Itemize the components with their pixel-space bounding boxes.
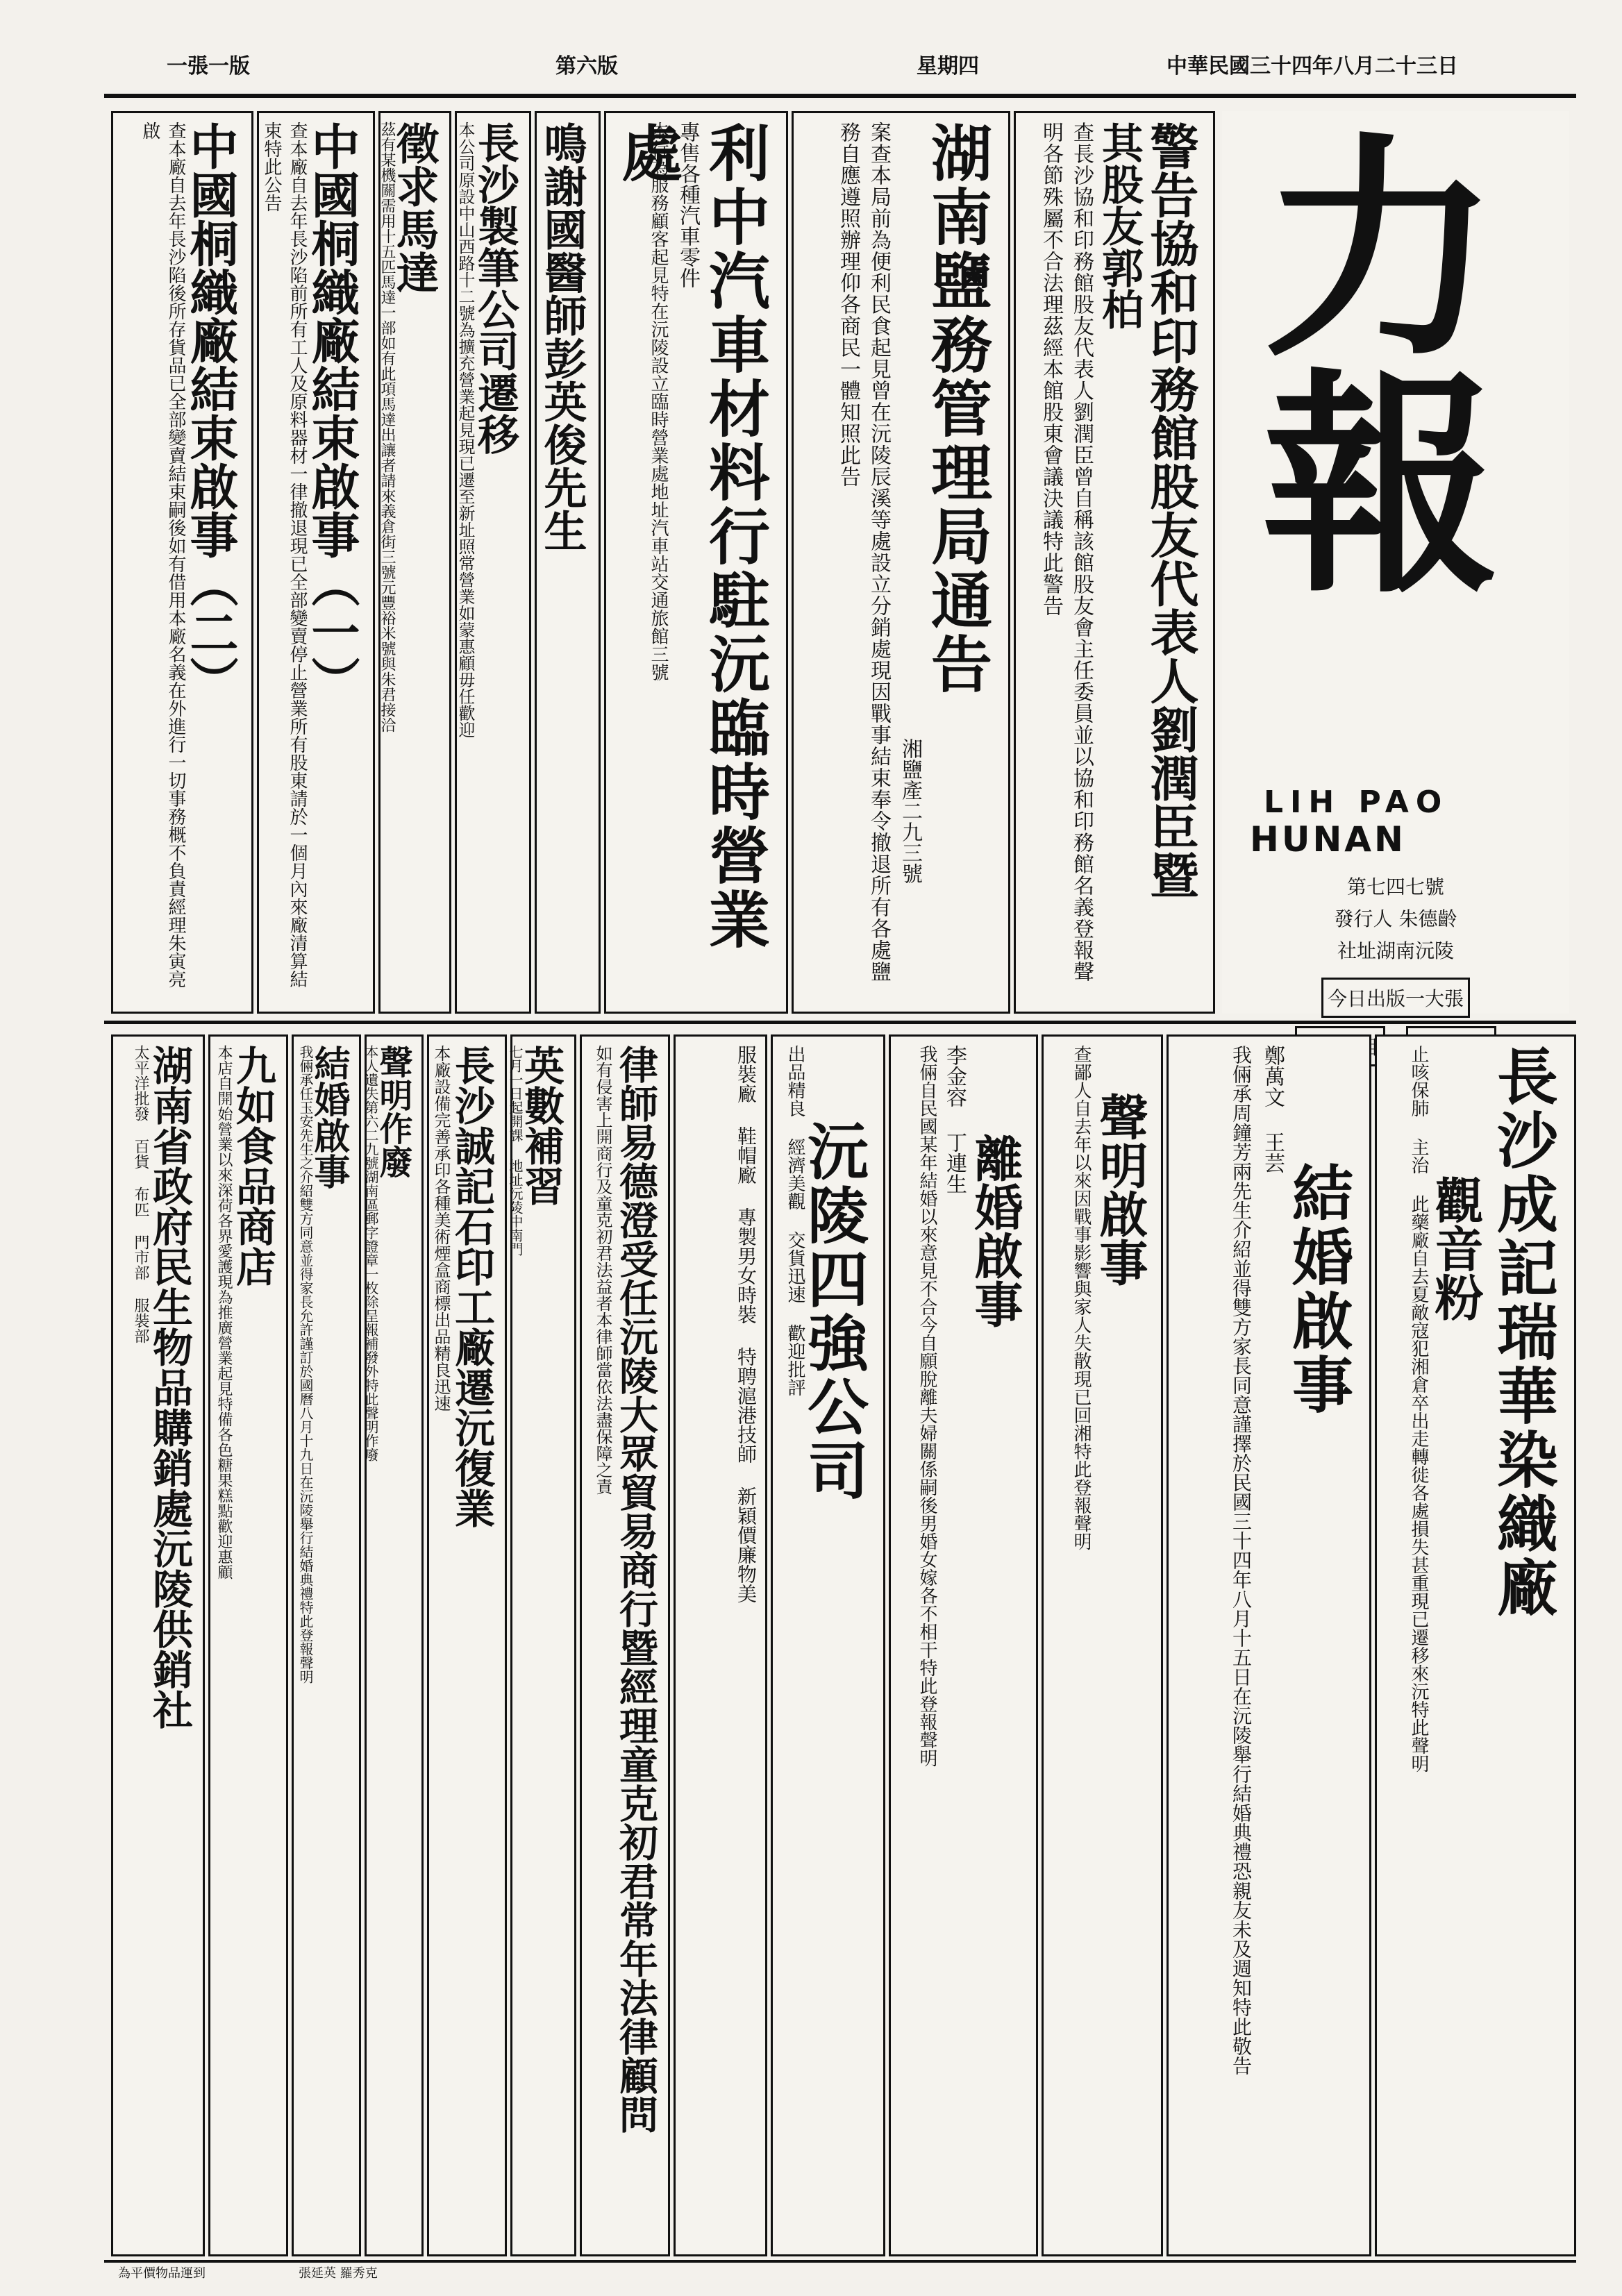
header-edition: 一張一版 [167, 54, 250, 78]
notice-xiehe-head: 警告協和印務館股友代表人劉潤臣暨 [1142, 121, 1200, 899]
ad-wedding2-sub: 張延英 羅秀克 [299, 2266, 378, 2281]
notice-lizhong-body: 本行為服務顧客起見特在沅陵設立臨時營業處地址汽車站交通旅館三號 [648, 121, 669, 681]
ad-divorce-head: 離婚啟事 [967, 1134, 1024, 1328]
ad-guanyin-head: 長沙成記瑞華染織廠 [1487, 1045, 1560, 1620]
notice-salt-body: 案查本局前為便利民食起見曾在沅陵辰溪等處設立分銷處現因戰事結束奉令撤退所有各處鹽務自應遵照辦理仰各商民一體知照此告 [836, 121, 891, 982]
ad-english-body: 七月一日起開課 地址沅陵中南門 [507, 1045, 524, 1256]
masthead-publisher: 發行人 朱德齡 [1334, 907, 1457, 930]
notice-horse-body: 茲有某機關需用十五匹馬達一部如有此項馬達出讓者請來義倉街三號元豐裕米號與朱君接洽 [378, 121, 396, 732]
ad-shiyin [427, 1034, 507, 2256]
notice-pen-head: 長沙製筆公司遷移 [471, 121, 519, 455]
ad-siqiang [771, 1034, 885, 2256]
ad-jiuru [208, 1034, 288, 2256]
notice-xiehe [1014, 111, 1215, 1014]
notice-end1 [257, 111, 375, 1014]
ad-wedding1-head: 結婚啟事 [1282, 1162, 1355, 1417]
ad-english-head: 英數補習 [517, 1045, 565, 1206]
ad-jiuru-head: 九如食品商店 [229, 1045, 276, 1287]
header-rule [104, 94, 1576, 98]
ad-hunan-body: 太平洋批發 百貨 布匹 門市部 服裝部 [132, 1045, 149, 1343]
header-weekday: 星期四 [917, 54, 979, 78]
ad-guanyin-body: 止咳保肺 主治 此藥廠自去夏敵寇犯湘倉卒出走轉徙各處損失甚重現已遷移來沅特此聲明 [1408, 1045, 1429, 1773]
notice-pen [455, 111, 531, 1014]
notice-horse-head: 徵求馬達 [389, 121, 440, 294]
ad-guanyin [1375, 1034, 1576, 2256]
ad-statement-body: 查鄙人自去年以來因戰事影響與家人失散現已回湘特此登報聲明 [1071, 1045, 1092, 1550]
notice-horse [378, 111, 451, 1014]
ad-statement-head: 聲明啟事 [1092, 1092, 1149, 1287]
ad-siqiang-sub: 出品精良 經濟美觀 交貨迅速 歡迎批評 [785, 1045, 805, 1396]
masthead-logo: 力報 [1223, 125, 1500, 597]
ad-wedding2-body: 我倆承任玉安先生之介紹雙方同意並得家長允許謹訂於國曆八月十九日在沅陵舉行結婚典禮特此登報聲明 [297, 1045, 314, 1684]
notice-salt-head: 湖南鹽務管理局通告 [921, 121, 994, 696]
masthead-address: 社址湖南沅陵 [1337, 939, 1454, 962]
masthead-issue: 第七四七號 [1346, 875, 1444, 898]
ad-guanyin-sub: 觀音粉 [1427, 1175, 1485, 1321]
masthead [1222, 111, 1569, 1014]
header-date: 中華民國三十四年八月二十三日 [1167, 54, 1458, 78]
ad-wedding1-body: 我倆承周鐘芳兩先生介紹並得雙方家長同意謹擇於民國三十四年八月十五日在沅陵舉行結婚典禮恐親友未及週知特此敬告 [1230, 1045, 1253, 2075]
ad-shiyin-head: 長沙誠記石印工廠遷沅復業 [448, 1045, 495, 1528]
notice-thanks-head: 鳴謝國醫師彭英俊先生 [537, 121, 587, 552]
notice-lizhong [604, 111, 788, 1014]
notice-end2-head: 中國桐織廠結束啟事（二） [182, 121, 240, 705]
notice-end2-body: 查本廠自去年長沙陷後所存貨品已全部變賣結束嗣後如有借用本廠名義在外進行一切事務概不負責經理朱寅亮啟 [140, 121, 186, 988]
notice-salt [792, 111, 1010, 1014]
ad-lawyer-head: 律師易德澄受任沅陵大眾貿易商行暨經理童克初君常年法律顧問 [613, 1045, 659, 2134]
ad-wedding1 [1167, 1034, 1371, 2256]
ad-divorce [889, 1034, 1038, 2256]
ad-declare [362, 1034, 424, 2256]
ad-lawyer-body: 如有侵害上開商行及童克初君法益者本律師當依法盡保障之責 [593, 1045, 612, 1495]
notice-end1-body: 查本廠自去年長沙陷前所有工人及原料器材一律撤退現已全部變賣停止營業所有股東請於一個月內來廠清算結束特此公告 [261, 121, 308, 988]
notice-salt-sub: 湘鹽產二九三號 [898, 738, 922, 884]
notice-xiehe-body: 查長沙協和印務館股友代表人劉潤臣曾自稱該館股友會主任委員並以協和印務館名義登報聲明各節殊屬不合法理茲經本館股東會議決議特此警告 [1039, 121, 1094, 982]
ad-hunan [111, 1034, 205, 2256]
ad-english [507, 1034, 576, 2256]
ad-siqiang-head: 沅陵四強公司 [798, 1120, 870, 1503]
masthead-roman-sub: HUNAN [1250, 819, 1406, 860]
mid-rule [104, 1021, 1576, 1024]
bottom-rule [104, 2260, 1576, 2263]
ad-divorce-body: 我倆自民國某年結婚以來意見不合今自願脫離夫婦關係嗣後男婚女嫁各不相干特此登報聲明 [917, 1045, 937, 1767]
top-header [125, 42, 1569, 83]
notice-pen-body: 本公司原設中山西路十二號為擴充營業起見現已遷至新址照常營業如蒙惠顧毋任歡迎 [455, 121, 475, 738]
ad-shiyin-body: 本廠設備完善承印各種美術煙盒商標出品精良迅速 [431, 1045, 451, 1411]
ad-hunan-head: 湖南省政府民生物品購銷處沅陵供銷社 [146, 1045, 193, 1729]
notice-lizhong-sub: 專售各種汽車零件 [676, 121, 700, 288]
ad-declare-body: 本人遺失第六二九號湖南區郵字證章一枚除呈報補發外特此聲明作廢 [362, 1045, 379, 1461]
ad-jiuru-body: 本店自開始營業以來深荷各界愛護現為推廣營業起見特備各色糖果糕點歡迎惠顧 [215, 1045, 233, 1579]
masthead-today: 今日出版一大張 [1321, 978, 1470, 1018]
ad-siqiang-detail [674, 1034, 767, 2256]
ad-lawyer [580, 1034, 670, 2256]
ad-divorce-sub: 李金容 丁連生 [942, 1045, 967, 1194]
notice-end1-head: 中國桐織廠結束啟事（一） [303, 121, 361, 705]
notice-end2 [111, 111, 253, 1014]
notice-lizhong-head: 利中汽車材料行駐沅臨時營業處 [612, 121, 771, 952]
masthead-roman: LIH PAO [1264, 785, 1449, 820]
ad-hunan-sub: 為平價物品運到 [118, 2266, 206, 2281]
notice-xiehe-sub: 其股友郭柏 [1095, 121, 1144, 330]
ad-siqiang-body: 服裝廠 鞋帽廠 專製男女時裝 特聘滬港技師 新穎價廉物美 [735, 1045, 758, 1603]
ad-declare-head: 聲明作廢 [374, 1045, 412, 1178]
ad-wedding2-head: 結婚啟事 [308, 1045, 350, 1189]
header-page-no: 第六版 [555, 54, 618, 78]
ad-wedding2 [292, 1034, 361, 2256]
ad-statement [1042, 1034, 1163, 2256]
ad-wedding1-sub: 鄭萬文 王芸 [1260, 1045, 1285, 1173]
notice-thanks [535, 111, 601, 1014]
